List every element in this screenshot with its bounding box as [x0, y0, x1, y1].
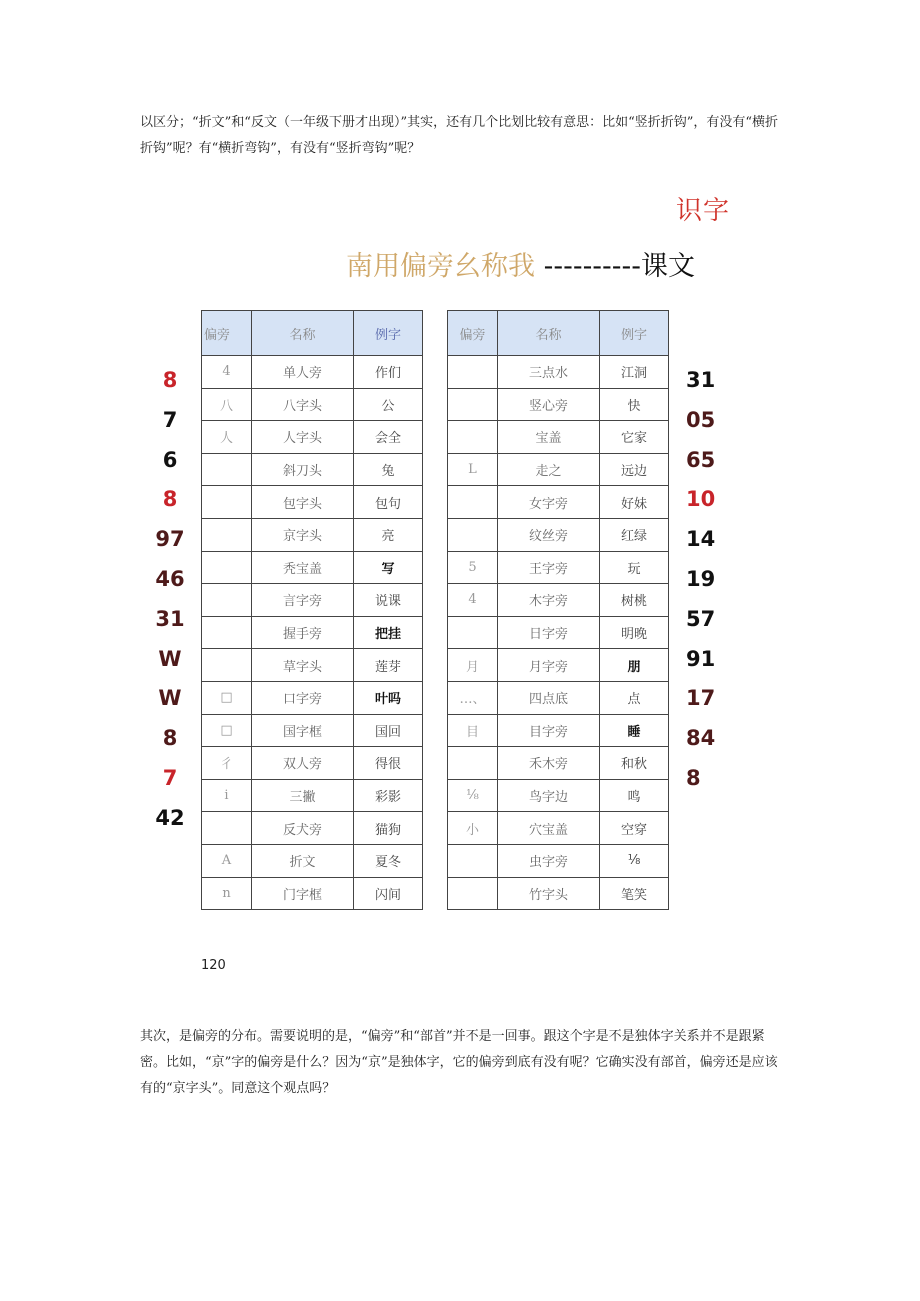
radical-name: 反犬旁: [252, 812, 354, 845]
number-label: 8: [162, 368, 178, 392]
number-label: 42: [155, 805, 185, 830]
table-row: [448, 714, 669, 747]
radical-name: 穴宝盖: [498, 812, 600, 845]
radical-glyph: [202, 649, 252, 682]
number-label: 91: [686, 646, 716, 671]
radical-glyph: □: [202, 681, 252, 714]
example-chars: 睡: [600, 714, 669, 747]
radical-name: 四点底: [498, 681, 600, 714]
radical-name: 月字旁: [498, 649, 600, 682]
radical-glyph: 4: [202, 356, 252, 389]
table-row: [448, 551, 669, 584]
table-row: [448, 681, 669, 714]
example-chars: 国回: [354, 714, 423, 747]
number-label: 05: [686, 407, 716, 432]
radical-glyph: n: [202, 877, 252, 910]
radical-glyph: [448, 877, 498, 910]
table-row: [448, 747, 669, 780]
example-chars: 夏冬: [354, 844, 423, 877]
radical-glyph: i: [202, 779, 252, 812]
radical-glyph: [448, 844, 498, 877]
radical-name: 虫字旁: [498, 844, 600, 877]
intro-paragraph: 以区分；“折文”和“反文（一年级下册才出现）”其实，还有几个比划比较有意思：比如“竖折折钩”，有没有“横折折钩”呢？有“横折弯钩”，有没有“竖折弯钩”呢？: [140, 115, 779, 156]
radical-glyph: [202, 812, 252, 845]
example-chars: 空穿: [600, 812, 669, 845]
radical-name: 三撇: [252, 779, 354, 812]
table-row: [448, 584, 669, 617]
number-label: W: [158, 686, 182, 711]
radical-glyph: [202, 453, 252, 486]
radical-name: 京字头: [252, 518, 354, 551]
table-row: [202, 844, 423, 877]
example-chars: 把挂: [354, 616, 423, 649]
example-chars: 公: [354, 388, 423, 421]
example-chars: 和秋: [600, 747, 669, 780]
radical-glyph: 月: [448, 649, 498, 682]
radical-name: 宝盖: [498, 421, 600, 454]
radical-glyph: L: [448, 453, 498, 486]
example-chars: 得很: [354, 747, 423, 780]
radical-glyph: [448, 356, 498, 389]
radical-name: 握手旁: [252, 616, 354, 649]
number-label: 8: [686, 765, 701, 790]
table-row: [202, 518, 423, 551]
table-row: [448, 877, 669, 910]
example-chars: 好妹: [600, 486, 669, 519]
table-row: [202, 388, 423, 421]
example-chars: 它家: [600, 421, 669, 454]
radical-name: 八字头: [252, 388, 354, 421]
radical-name: 竹字头: [498, 877, 600, 910]
radical-glyph: 目: [448, 714, 498, 747]
table-row: [202, 551, 423, 584]
subtitle: [346, 244, 695, 283]
radical-glyph: [202, 518, 252, 551]
example-chars: 莲芽: [354, 649, 423, 682]
example-chars: 说课: [354, 584, 423, 617]
example-chars: 亮: [354, 518, 423, 551]
header-example: 例字: [354, 311, 423, 356]
section-title: 识字: [676, 196, 731, 226]
radical-name: 三点水: [498, 356, 600, 389]
radical-glyph: A: [202, 844, 252, 877]
number-label: 6: [162, 447, 178, 472]
example-chars: 点: [600, 681, 669, 714]
radical-glyph: [202, 551, 252, 584]
number-label: 10: [686, 487, 716, 512]
example-chars: 笔笑: [600, 877, 669, 910]
radical-name: 斜刀头: [252, 453, 354, 486]
number-label: 7: [162, 765, 178, 790]
example-chars: 朋: [600, 649, 669, 682]
radical-name: 人字头: [252, 421, 354, 454]
radical-glyph: 八: [202, 388, 252, 421]
radical-glyph: 彳: [202, 747, 252, 780]
example-chars: 作们: [354, 356, 423, 389]
table-row: [202, 779, 423, 812]
radical-glyph: [202, 486, 252, 519]
table-row: [202, 421, 423, 454]
radical-glyph: [448, 616, 498, 649]
table-row: [202, 877, 423, 910]
radical-name: 目字旁: [498, 714, 600, 747]
example-chars: 兔: [354, 453, 423, 486]
radical-glyph: [448, 486, 498, 519]
number-label: 97: [155, 527, 185, 552]
header-name: 名称: [498, 311, 600, 356]
radical-glyph: 人: [202, 421, 252, 454]
example-chars: 包句: [354, 486, 423, 519]
header-radical: 偏旁: [448, 311, 498, 356]
number-label: W: [158, 646, 182, 671]
radical-name: 双人旁: [252, 747, 354, 780]
subtitle-gold-text: 南用偏旁幺称我: [346, 251, 535, 282]
table-row: [202, 584, 423, 617]
radical-name: 包字头: [252, 486, 354, 519]
radical-glyph: [448, 518, 498, 551]
radical-name: 折文: [252, 844, 354, 877]
table-row: [202, 747, 423, 780]
outro-paragraph: 其次，是偏旁的分布。需要说明的是，“偏旁”和“部首”并不是一回事。跟这个字是不是独体字关系并不是跟紧密。比如，“京”字的偏旁是什么？因为“京”是独体字，它的偏旁到底有没有呢？它确实没有部首，偏旁还是应该有的“京字头”。同意这个观点吗？: [140, 1029, 778, 1096]
radical-name: 言字旁: [252, 584, 354, 617]
table-row: [448, 812, 669, 845]
radical-name: 王字旁: [498, 551, 600, 584]
table-row: [448, 388, 669, 421]
radical-name: 纹丝旁: [498, 518, 600, 551]
radical-glyph: [448, 747, 498, 780]
example-chars: 树桃: [600, 584, 669, 617]
number-label: 31: [686, 368, 716, 392]
radical-name: 国字框: [252, 714, 354, 747]
radical-name: 木字旁: [498, 584, 600, 617]
table-row: [448, 844, 669, 877]
left-number-column: [140, 361, 200, 839]
table-row: [202, 812, 423, 845]
table-row: [202, 453, 423, 486]
example-chars: 快: [600, 388, 669, 421]
example-chars: 叶吗: [354, 681, 423, 714]
example-chars: 猫狗: [354, 812, 423, 845]
number-label: 57: [686, 606, 716, 631]
table-row: [202, 681, 423, 714]
example-chars: 会全: [354, 421, 423, 454]
number-label: 46: [155, 566, 185, 591]
radical-name: 女字旁: [498, 486, 600, 519]
table-row: [448, 616, 669, 649]
radical-glyph: …、: [448, 681, 498, 714]
radical-glyph: [448, 388, 498, 421]
right-number-column: [686, 361, 746, 799]
example-chars: 写: [354, 551, 423, 584]
table-row: [202, 616, 423, 649]
radical-glyph: 小: [448, 812, 498, 845]
number-label: 19: [686, 566, 716, 591]
header-name: 名称: [252, 311, 354, 356]
number-label: 65: [686, 447, 716, 472]
radical-name: 鸟字边: [498, 779, 600, 812]
radical-name: 单人旁: [252, 356, 354, 389]
example-chars: ⅛: [600, 844, 669, 877]
table-row: [448, 518, 669, 551]
page-number: 120: [201, 958, 226, 973]
radical-glyph: ⅛: [448, 779, 498, 812]
radical-glyph: [202, 616, 252, 649]
radical-name: 走之: [498, 453, 600, 486]
radical-name: 禾木旁: [498, 747, 600, 780]
radical-glyph: □: [202, 714, 252, 747]
table-row: [202, 356, 423, 389]
table-row: [448, 779, 669, 812]
example-chars: 明晚: [600, 616, 669, 649]
number-label: 7: [162, 407, 178, 432]
example-chars: 闪间: [354, 877, 423, 910]
radical-name: 草字头: [252, 649, 354, 682]
table-row: [202, 649, 423, 682]
number-label: 14: [686, 527, 716, 552]
radical-name: 竖心旁: [498, 388, 600, 421]
subtitle-dashes: ----------: [543, 251, 642, 282]
example-chars: 鸣: [600, 779, 669, 812]
header-radical: 偏旁: [202, 311, 252, 356]
radical-glyph: [448, 421, 498, 454]
radical-name: 日字旁: [498, 616, 600, 649]
table-row: [202, 714, 423, 747]
table-row: [448, 421, 669, 454]
subtitle-dark-text: 课文: [641, 251, 696, 282]
example-chars: 彩影: [354, 779, 423, 812]
radical-name: 秃宝盖: [252, 551, 354, 584]
number-label: 84: [686, 726, 716, 751]
table-row: [448, 356, 669, 389]
example-chars: 江洞: [600, 356, 669, 389]
radical-glyph: 4: [448, 584, 498, 617]
example-chars: 远边: [600, 453, 669, 486]
example-chars: 玩: [600, 551, 669, 584]
table-row: [202, 486, 423, 519]
number-label: 31: [155, 606, 185, 631]
radical-table-left: [201, 310, 423, 910]
table-row: [448, 453, 669, 486]
number-label: 17: [686, 686, 716, 711]
radical-name: 门字框: [252, 877, 354, 910]
table-row: [448, 649, 669, 682]
radical-glyph: [202, 584, 252, 617]
table-row: [448, 486, 669, 519]
number-label: 8: [162, 726, 178, 751]
header-example: 例字: [600, 311, 669, 356]
radical-table-right: [447, 310, 669, 910]
radical-glyph: 5: [448, 551, 498, 584]
number-label: 8: [162, 487, 178, 512]
radical-name: 口字旁: [252, 681, 354, 714]
example-chars: 红绿: [600, 518, 669, 551]
